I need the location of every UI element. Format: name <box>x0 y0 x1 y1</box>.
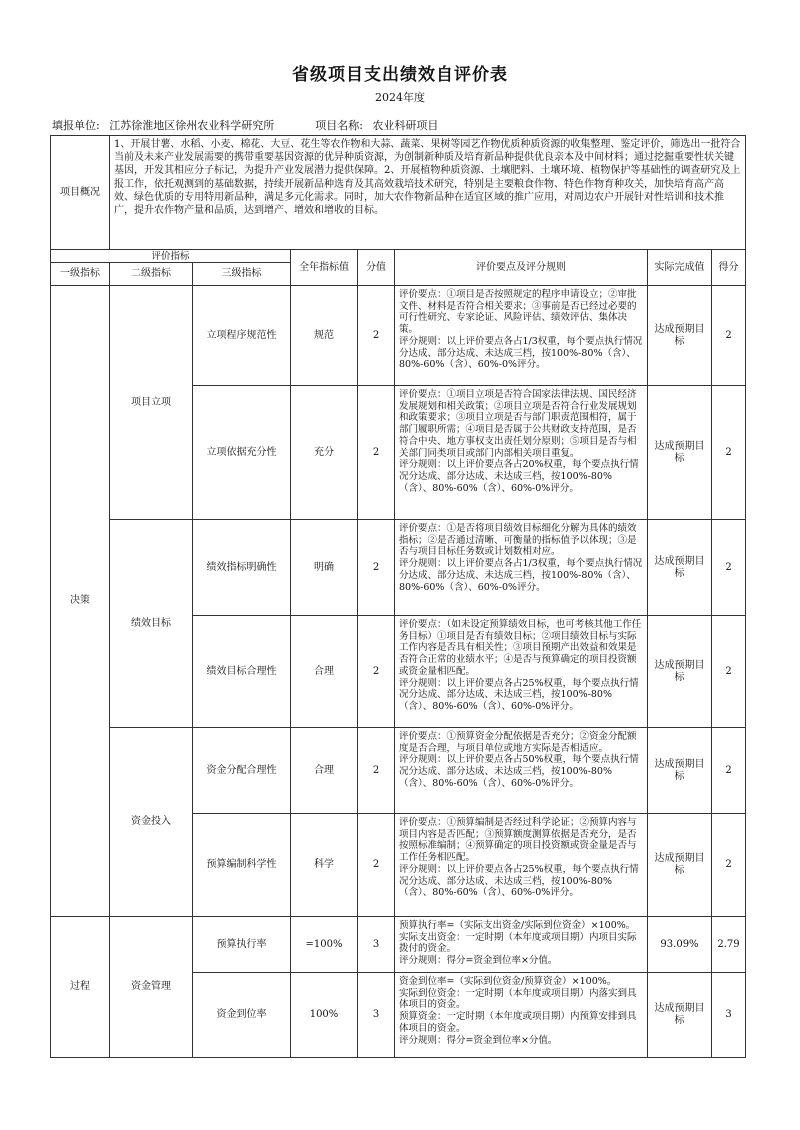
evaluation-table <box>50 135 746 1058</box>
weight-cell: 2 <box>358 616 395 728</box>
target-cell: 明确 <box>291 520 358 616</box>
target-cell: 合理 <box>291 616 358 728</box>
target-cell: 100% <box>291 973 358 1058</box>
level3-cell: 预算编制科学性 <box>193 814 291 917</box>
level2-cell: 资金投入 <box>110 728 193 917</box>
actual-cell: 达成预期目标 <box>648 973 712 1058</box>
level3-cell: 立项依据充分性 <box>193 386 291 520</box>
fill-unit-value: 江苏徐淮地区徐州农业科学研究所 <box>109 119 275 132</box>
level2-cell: 资金管理 <box>110 917 193 1058</box>
actual-header: 实际完成值 <box>648 250 712 286</box>
rules-header: 评价要点及评分规则 <box>395 250 648 286</box>
weight-cell: 2 <box>358 520 395 616</box>
level2-header: 二级指标 <box>110 263 193 286</box>
target-cell: =100% <box>291 917 358 973</box>
actual-cell: 93.09% <box>648 917 712 973</box>
level3-header: 三级指标 <box>193 263 291 286</box>
rules-cell: 评价要点：①预算资金分配依据是否充分；②资金分配额度是否合理，与项目单位或地方实际是否相适应。 评分规则：以上评价要点各占50%权重，每个要点执行情况分达成、部分达成、未达成三档，按100%-80%（含）、80%-60%（含）、60%-0%评分。 <box>395 728 648 814</box>
score-header: 得分 <box>712 250 746 286</box>
target-cell: 规范 <box>291 286 358 386</box>
score-cell: 2 <box>712 286 746 386</box>
level2-cell: 项目立项 <box>110 286 193 520</box>
actual-cell: 达成预期目标 <box>648 814 712 917</box>
weight-cell: 2 <box>358 386 395 520</box>
weight-cell: 2 <box>358 814 395 917</box>
actual-cell: 达成预期目标 <box>648 520 712 616</box>
level2-cell: 绩效目标 <box>110 520 193 728</box>
table-row <box>51 286 746 386</box>
rules-cell: 预算执行率=（实际支出资金/实际到位资金）×100%。 实际支出资金：一定时期（本年度或项目期）内项目实际拨付的资金。 评分规则：得分=资金到位率×分值。 <box>395 917 648 973</box>
score-cell: 2 <box>712 728 746 814</box>
level3-cell: 绩效目标合理性 <box>193 616 291 728</box>
target-cell: 科学 <box>291 814 358 917</box>
table-row <box>51 520 746 616</box>
score-cell: 3 <box>712 973 746 1058</box>
actual-cell: 达成预期目标 <box>648 286 712 386</box>
level1-cell: 过程 <box>51 917 110 1058</box>
overview-text: 1、开展甘薯、水稻、小麦、棉花、大豆、花生等农作物和大蒜、蔬菜、果树等园艺作物优质种质资源的收集整理、鉴定评价，筛选出一批符合当前及未来产业发展需要的携带重要基因资源的优异种质资源，为创制新种质及培育新品种提供优良亲本及中间材料；通过挖掘重要性状关键基因，开发其相应分子标记，为提升产业发展潜力提供保障。2、开展植物种质资源、土壤肥料、土壤环境、植物保护等基础性的调查研究及上报工作，依托观测到的基础数据，持续开展新品种选育及其高效栽培技术研究，特别是主要粮食作物、特色作物育种攻关，加快培育高产高效、绿色优质的专用特用新品种，满足多元化需求。同时，加大农作物新品种在适宜区域的推广应用，对周边农户开展针对性培训和技术推广，提升农作物产量和品质，达到增产、增效和增收的目标。 <box>110 136 746 250</box>
level3-cell: 立项程序规范性 <box>193 286 291 386</box>
table-row <box>51 917 746 973</box>
rules-cell: 评价要点：①项目立项是否符合国家法律法规、国民经济发展规划和相关政策；②项目立项是否符合行业发展规划和政策要求；③项目立项是否与部门职责范围相符，属于部门履职所需；④项目是否属于公共财政支持范围，是否符合中央、地方事权支出责任划分原则；⑤项目是否与相关部门同类项目或部门内部相关项目重复。 评分规则：以上评价要点各占20%权重，每个要点执行情况分达成、部分达成、未达成三档，按100%-80%（含）、80%-60%（含）、60%-0%评分。 <box>395 386 648 520</box>
page-title: 省级项目支出绩效自评价表 <box>292 65 508 85</box>
rules-cell: 评价要点：（如未设定预算绩效目标，也可考核其他工作任务目标）①项目是否有绩效目标；②项目绩效目标与实际工作内容是否具有相关性；③项目预期产出效益和效果是否符合正常的业绩水平；④是否与预算确定的项目投资额或资金量相匹配。 评分规则：以上评价要点各占25%权重，每个要点执行情况分达成、部分达成、未达成三档，按100%-80%（含）、80%-60%（含）、60%-0%评分。 <box>395 616 648 728</box>
actual-cell: 达成预期目标 <box>648 728 712 814</box>
score-cell: 2 <box>712 386 746 520</box>
level3-cell: 资金分配合理性 <box>193 728 291 814</box>
rules-cell: 评价要点：①预算编制是否经过科学论证；②预算内容与项目内容是否匹配；③预算额度测算依据是否充分，是否按照标准编制；④预算确定的项目投资额或资金量是否与工作任务相匹配。 评分规则：以上评价要点各占25%权重，每个要点执行情况分达成、部分达成、未达成三档，按100%-80%（含）、80%-60%（含）、60%-0%评分。 <box>395 814 648 917</box>
rules-cell: 评价要点：①是否将项目绩效目标细化分解为具体的绩效指标；②是否通过清晰、可衡量的指标值予以体现；③是否与项目目标任务数或计划数相对应。 评分规则：以上评价要点各占1/3权重，每个要点执行情况分达成、部分达成、未达成三档，按100%-80%（含）、80%-60%（含）、60%-0%评分。 <box>395 520 648 616</box>
rules-cell: 资金到位率=（实际到位资金/预算资金）×100%。 实际到位资金：一定时期（本年度或项目期）内落实到具体项目的资金。 预算资金：一定时期（本年度或项目期）内预算安排到具体项目的资金。 评分规则：得分=资金到位率×分值。 <box>395 973 648 1058</box>
overview-label: 项目概况 <box>51 136 110 250</box>
actual-cell: 达成预期目标 <box>648 616 712 728</box>
target-cell: 充分 <box>291 386 358 520</box>
score-cell: 2 <box>712 814 746 917</box>
actual-cell: 达成预期目标 <box>648 386 712 520</box>
score-value-header: 分值 <box>358 250 395 286</box>
weight-cell: 3 <box>358 973 395 1058</box>
weight-cell: 2 <box>358 286 395 386</box>
score-cell: 2 <box>712 616 746 728</box>
level3-cell: 资金到位率 <box>193 973 291 1058</box>
report-year: 2024年度 <box>375 91 425 104</box>
level3-cell: 绩效指标明确性 <box>193 520 291 616</box>
target-cell: 合理 <box>291 728 358 814</box>
table-row <box>51 728 746 814</box>
score-cell: 2 <box>712 520 746 616</box>
score-cell: 2.79 <box>712 917 746 973</box>
fill-info-row <box>52 117 444 133</box>
weight-cell: 2 <box>358 728 395 814</box>
eval-index-header: 评价指标 <box>51 250 291 263</box>
rules-cell: 评价要点：①项目是否按照规定的程序申请设立；②审批文件、材料是否符合相关要求；③事前是否已经过必要的可行性研究、专家论证、风险评估、绩效评估、集体决策。 评分规则：以上评价要点各占1/3权重，每个要点执行情况分达成、部分达成、未达成三档，按100%-80%（含）、80%-60%（含）、60%-0%评分。 <box>395 286 648 386</box>
project-name-label: 项目名称: <box>315 119 363 132</box>
level1-cell: 决策 <box>51 286 110 917</box>
project-name-value: 农业科研项目 <box>372 119 439 132</box>
level1-header: 一级指标 <box>51 263 110 286</box>
weight-cell: 3 <box>358 917 395 973</box>
level3-cell: 预算执行率 <box>193 917 291 973</box>
fill-unit-label: 填报单位: <box>52 119 100 132</box>
annual-target-header: 全年指标值 <box>291 250 358 286</box>
